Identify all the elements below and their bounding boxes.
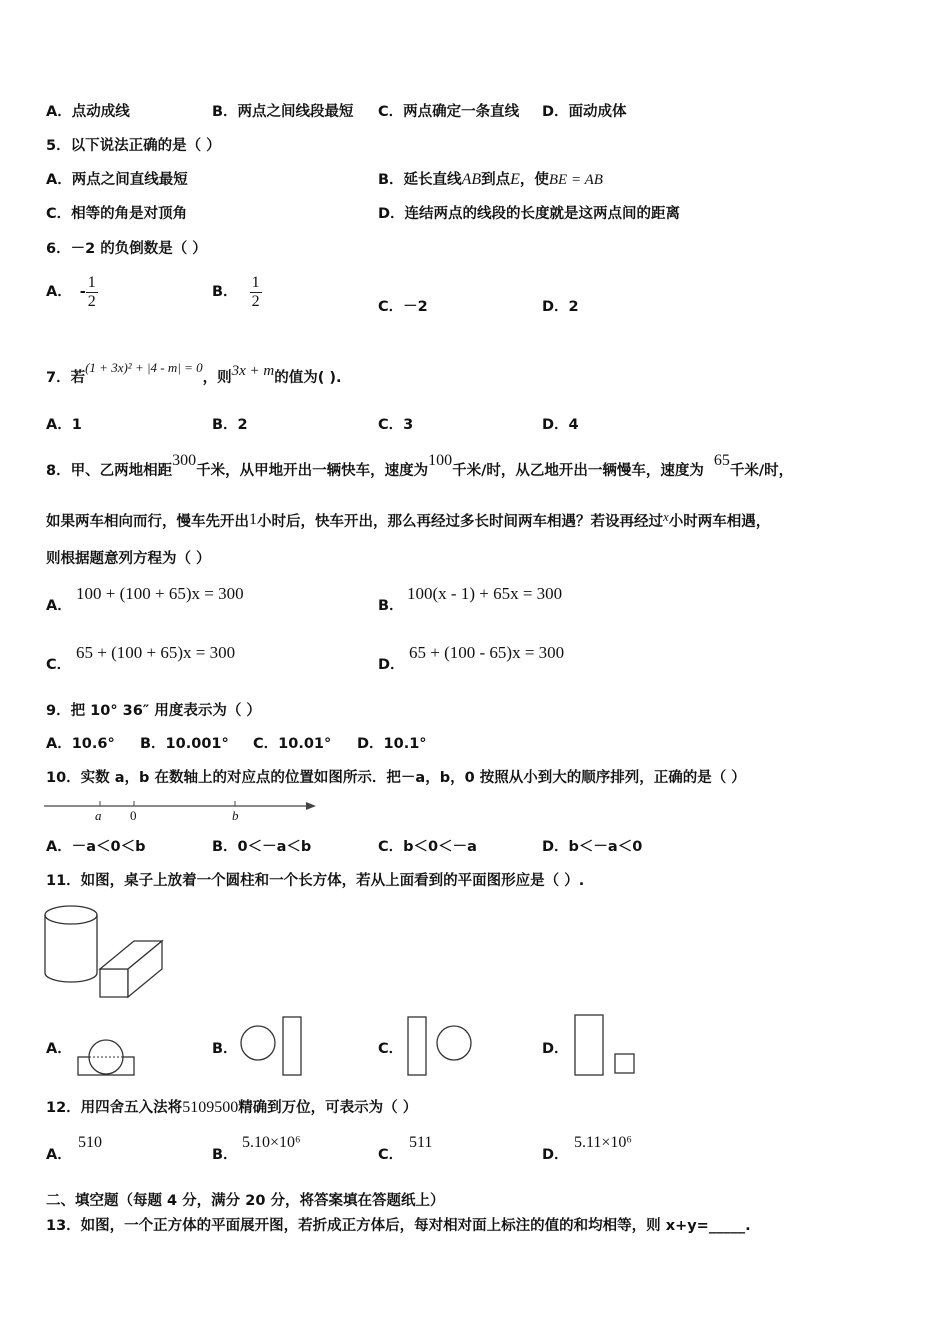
q5-b-prefix: B．延长直线 <box>378 172 462 188</box>
q11-option-a-label[interactable]: A． <box>46 1041 72 1057</box>
q7-stem-mid: ，则 <box>202 370 232 386</box>
q8-option-a-equation[interactable]: 100 + (100 + 65)x = 300 <box>76 584 244 603</box>
q12-option-a-label[interactable]: A． <box>46 1147 72 1163</box>
q7-option-d[interactable]: D．4 <box>542 417 579 433</box>
q8-option-d-label[interactable]: D． <box>378 657 405 673</box>
q4-option-a[interactable]: A．点动成线 <box>46 104 130 120</box>
q5-b-comma: ，使 <box>519 172 549 188</box>
q6-option-c[interactable]: C．－2 <box>378 299 428 315</box>
q11-stem: 11．如图，桌子上放着一个圆柱和一个长方体，若从上面看到的平面图形应是（ ）. <box>46 873 585 889</box>
q10-option-c[interactable]: C．b＜0＜－a <box>378 839 477 855</box>
q8-option-b-equation[interactable]: 100(x - 1) + 65x = 300 <box>407 584 563 603</box>
q6-a-label: A． <box>46 284 72 300</box>
q8-head-start-hours: 1 <box>249 511 257 528</box>
q8-option-d-equation[interactable]: 65 + (100 - 65)x = 300 <box>409 643 565 662</box>
q5-option-a[interactable]: A．两点之间直线最短 <box>46 172 188 188</box>
q8-option-b-label[interactable]: B． <box>378 598 404 614</box>
q9-option-a[interactable]: A．10.6° <box>46 736 115 752</box>
q5-stem: 5．以下说法正确的是（ ） <box>46 138 221 154</box>
q10-option-d[interactable]: D．b＜－a＜0 <box>542 839 643 855</box>
number-line-label-b: b <box>232 808 239 823</box>
q5-b-line-ab: AB <box>461 171 482 188</box>
q10-stem: 10．实数 a，b 在数轴上的对应点的位置如图所示．把－a，b，0 按照从小到大的顺序排列，正确的是（ ） <box>46 770 746 786</box>
q5-b-point-e: E <box>510 171 520 188</box>
q6-b-numerator: 1 <box>251 273 260 291</box>
q8-option-a-label[interactable]: A． <box>46 598 72 614</box>
q12-option-b-label[interactable]: B． <box>212 1147 238 1163</box>
q8-text-3: 千米/时，从乙地开出一辆慢车，速度为 <box>452 463 704 479</box>
q11-option-c-label[interactable]: C． <box>378 1041 404 1057</box>
q8-text-7: 小时两车相遇， <box>668 514 771 530</box>
q10-option-a[interactable]: A．－a＜0＜b <box>46 839 146 855</box>
number-line-label-a: a <box>95 808 102 823</box>
q6-a-denominator: 2 <box>87 292 96 310</box>
q8-option-c-label[interactable]: C． <box>46 657 72 673</box>
q7-stem <box>46 360 342 388</box>
q8-slow-speed: 65 <box>713 452 730 469</box>
q11-option-b-figure[interactable] <box>240 1015 306 1079</box>
q6-option-a[interactable] <box>46 272 98 312</box>
number-line-arrow-icon <box>306 802 316 810</box>
q7-stem-post: 的值为( ). <box>274 370 342 386</box>
q5-b-mid: 到点 <box>481 172 511 188</box>
q7-stem-prefix: 7．若 <box>46 370 86 386</box>
q10-option-b[interactable]: B．0＜－a＜b <box>212 839 312 855</box>
q5-option-b[interactable] <box>378 170 603 190</box>
q12-option-d-label[interactable]: D． <box>542 1147 569 1163</box>
q6-stem: 6．－2 的负倒数是（ ） <box>46 241 207 257</box>
q13-stem: 13．如图，一个正方体的平面展开图，若折成正方体后，每对相对面上标注的值的和均相等，则 x+y=_____. <box>46 1218 751 1234</box>
q8-stem-line-3: 则根据题意列方程为（ ） <box>46 551 211 567</box>
number-line-figure <box>44 796 319 824</box>
q4-option-c[interactable]: C．两点确定一条直线 <box>378 104 520 120</box>
q6-b-fraction <box>250 274 262 311</box>
q12-option-b-value[interactable]: 5.10×10⁶ <box>242 1134 301 1151</box>
q12-number: 5109500 <box>182 1099 239 1116</box>
q8-text-1: 8．甲、乙两地相距 <box>46 463 173 479</box>
q12-stem <box>46 1098 417 1118</box>
q6-option-d[interactable]: D．2 <box>542 299 579 315</box>
q8-stem-line-1 <box>46 452 794 481</box>
q6-b-label: B． <box>212 284 238 300</box>
q4-option-d[interactable]: D．面动成体 <box>542 104 627 120</box>
q6-a-fraction <box>86 274 98 311</box>
q7-option-a[interactable]: A．1 <box>46 417 82 433</box>
q9-option-b[interactable]: B．10.001° <box>140 736 229 752</box>
q8-text-2: 千米，从甲地开出一辆快车，速度为 <box>196 463 429 479</box>
q9-option-d[interactable]: D．10.1° <box>357 736 427 752</box>
q12-option-d-value[interactable]: 5.11×10⁶ <box>574 1134 633 1151</box>
number-line-label-0: 0 <box>130 808 137 823</box>
q12-stem-post: 精确到万位，可表示为（ ） <box>238 1100 418 1116</box>
cylinder-and-box-figure <box>44 903 169 1003</box>
q7-option-b[interactable]: B．2 <box>212 417 248 433</box>
q11-option-d-figure[interactable] <box>573 1013 639 1079</box>
q8-variable-x: x <box>663 509 669 524</box>
q12-stem-prefix: 12．用四舍五入法将 <box>46 1100 183 1116</box>
q5-option-d[interactable]: D．连结两点的线段的长度就是这两点间的距离 <box>378 206 681 222</box>
q6-option-b[interactable] <box>212 272 262 312</box>
q8-stem-line-2 <box>46 509 771 532</box>
q8-text-4: 千米/时， <box>729 463 794 479</box>
q5-b-equation: BE = AB <box>548 172 603 188</box>
q11-option-b-label[interactable]: B． <box>212 1041 238 1057</box>
q5-option-c[interactable]: C．相等的角是对顶角 <box>46 206 188 222</box>
q11-option-c-figure[interactable] <box>406 1015 476 1079</box>
q8-option-c-equation[interactable]: 65 + (100 + 65)x = 300 <box>76 643 236 662</box>
q11-option-d-label[interactable]: D． <box>542 1041 569 1057</box>
q7-option-c[interactable]: C．3 <box>378 417 414 433</box>
cuboid-shape <box>100 941 162 997</box>
q8-distance: 300 <box>172 452 197 469</box>
q7-expression: 3x + m <box>231 363 275 379</box>
q6-a-numerator: 1 <box>87 273 96 291</box>
q9-stem: 9．把 10° 36″ 用度表示为（ ） <box>46 703 261 719</box>
q4-option-b[interactable]: B．两点之间线段最短 <box>212 104 354 120</box>
q8-text-6: 小时后，快车开出，那么再经过多长时间两车相遇？若设再经过 <box>257 514 663 530</box>
q12-option-c-label[interactable]: C． <box>378 1147 404 1163</box>
q6-a-sign: - <box>79 284 86 300</box>
q7-condition: (1 + 3x)² + |4 - m| = 0 <box>85 360 203 375</box>
q8-text-5: 如果两车相向而行，慢车先开出 <box>46 514 249 530</box>
cylinder-shape <box>45 906 97 982</box>
q12-option-c-value[interactable]: 511 <box>409 1134 433 1151</box>
q9-option-c[interactable]: C．10.01° <box>253 736 332 752</box>
q8-fast-speed: 100 <box>428 452 453 469</box>
q11-option-a-figure[interactable] <box>76 1038 138 1078</box>
q6-b-denominator: 2 <box>251 292 260 310</box>
section-2-heading: 二、填空题（每题 4 分，满分 20 分，将答案填在答题纸上） <box>46 1193 445 1209</box>
q12-option-a-value[interactable]: 510 <box>78 1134 102 1151</box>
